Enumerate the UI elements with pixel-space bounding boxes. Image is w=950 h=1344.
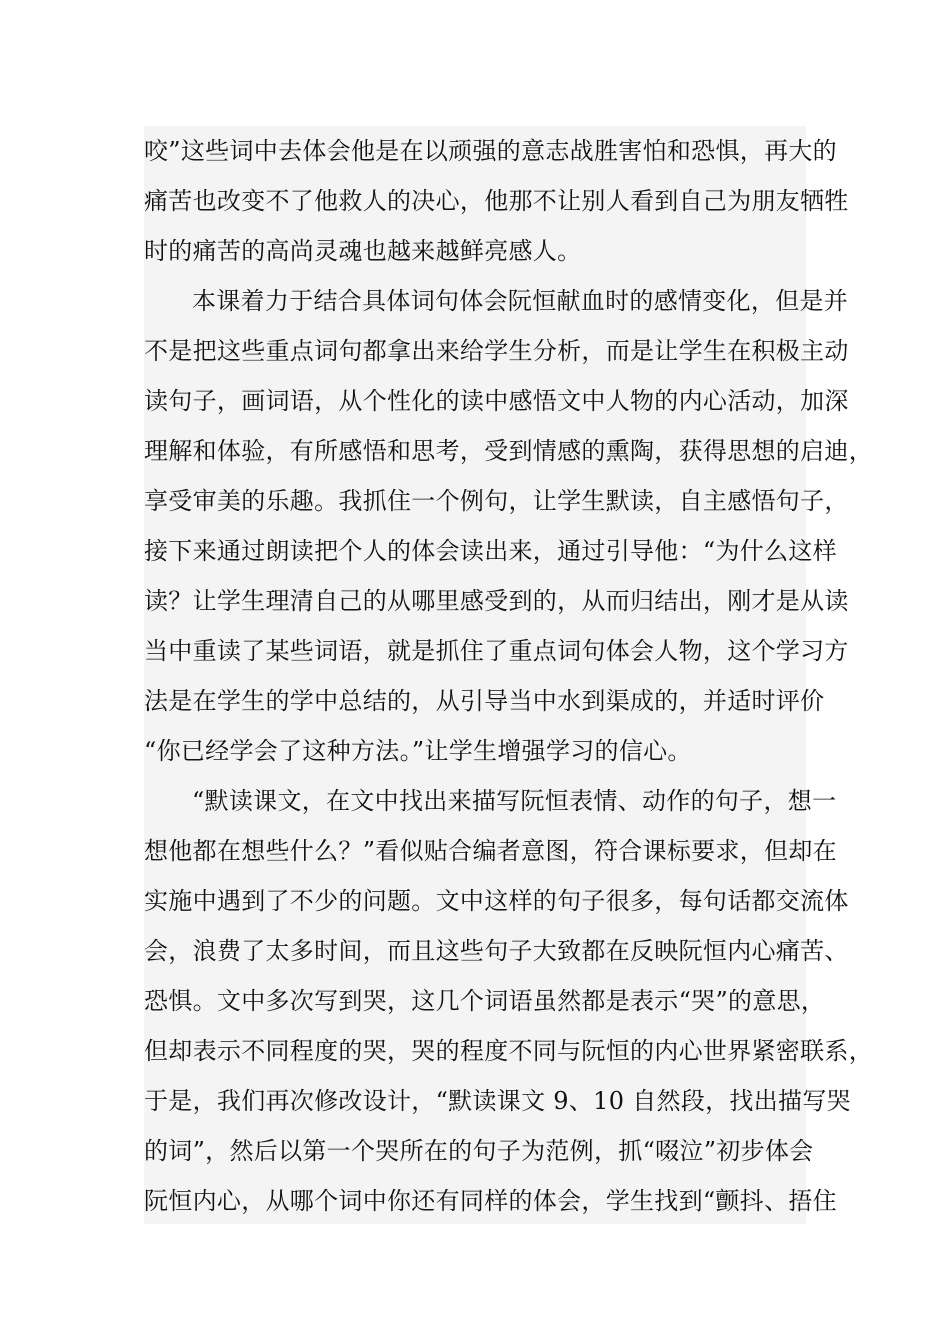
text-line: 的词”，然后以第一个哭所在的句子为范例，抓“啜泣”初步体会 [144, 1137, 814, 1165]
text-line: 当中重读了某些词语，就是抓住了重点词句体会人物，这个学习方 [144, 637, 849, 665]
text-line: 咬”这些词中去体会他是在以顽强的意志战胜害怕和恐惧，再大的 [144, 137, 837, 165]
text-line: 理解和体验，有所感悟和思考，受到情感的熏陶，获得思想的启迪， [144, 437, 873, 465]
text-line: 读句子，画词语，从个性化的读中感悟文中人物的内心活动，加深 [144, 387, 849, 415]
text-line: 不是把这些重点词句都拿出来给学生分析，而是让学生在积极主动 [144, 337, 849, 365]
paragraph-start-line: “默读课文，在文中找出来描写阮恒表情、动作的句子，想一 [192, 787, 837, 815]
text-line: 实施中遇到了不少的问题。文中这样的句子很多，每句话都交流体 [144, 887, 849, 915]
text-line: 时的痛苦的高尚灵魂也越来越鲜亮感人。 [144, 237, 582, 265]
text-line: 想他都在想些什么？”看似贴合编者意图，符合课标要求，但却在 [144, 837, 837, 865]
paragraph-start-line: 本课着力于结合具体词句体会阮恒献血时的感情变化，但是并 [192, 287, 849, 315]
text-line: 痛苦也改变不了他救人的决心，他那不让别人看到自己为朋友牺牲 [144, 187, 849, 215]
text-line: 阮恒内心，从哪个词中你还有同样的体会，学生找到“颤抖、捂住 [144, 1187, 837, 1215]
text-line: 享受审美的乐趣。我抓住一个例句，让学生默读，自主感悟句子， [144, 487, 849, 515]
text-line: “你已经学会了这种方法。”让学生增强学习的信心。 [144, 737, 692, 765]
text-line: 于是，我们再次修改设计，“默读课文 9、10 自然段，找出描写哭 [144, 1087, 851, 1115]
text-line: 读？让学生理清自己的从哪里感受到的，从而归结出，刚才是从读 [144, 587, 849, 615]
text-line: 恐惧。文中多次写到哭，这几个词语虽然都是表示“哭”的意思， [144, 987, 826, 1015]
text-line: 接下来通过朗读把个人的体会读出来，通过引导他：“为什么这样 [144, 537, 837, 565]
text-line: 会，浪费了太多时间，而且这些句子大致都在反映阮恒内心痛苦、 [144, 937, 849, 965]
text-line: 但却表示不同程度的哭，哭的程度不同与阮恒的内心世界紧密联系， [144, 1037, 873, 1065]
text-line: 法是在学生的学中总结的，从引导当中水到渠成的，并适时评价 [144, 687, 825, 715]
